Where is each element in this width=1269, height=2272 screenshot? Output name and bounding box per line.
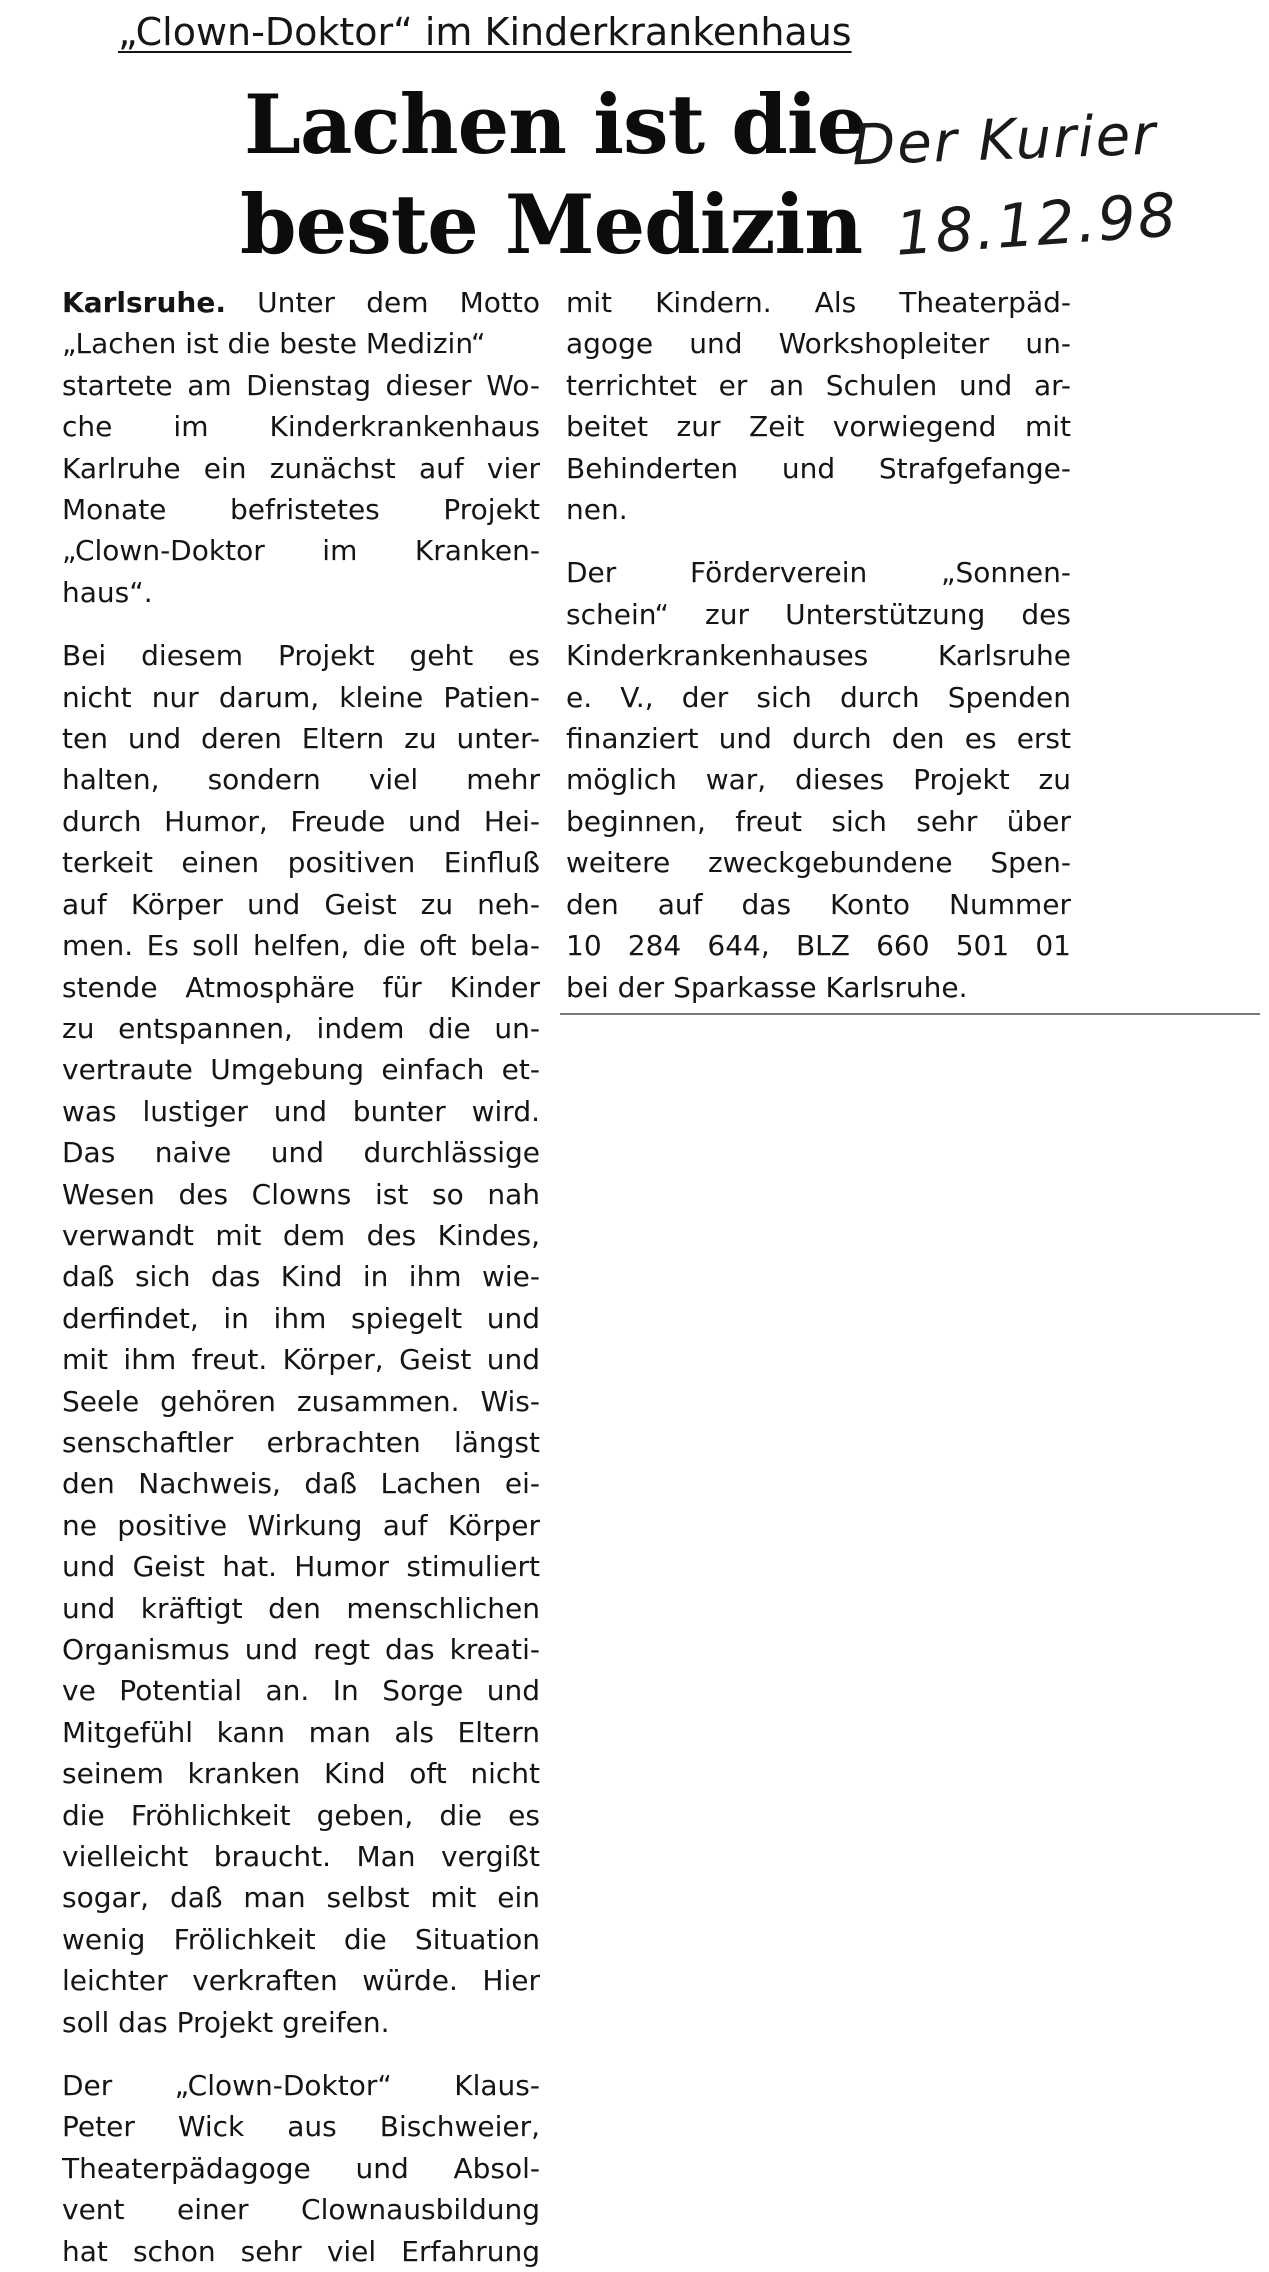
text-line: hat schon sehr viel Erfahrung [62, 2234, 540, 2268]
text-line: ve Potential an. In Sorge und [62, 1674, 540, 1708]
text-line: den Nachweis, daß Lachen ei- [62, 1467, 540, 1501]
right-column [566, 282, 1071, 1008]
kicker-line: „Clown-Doktor“ im Kinderkrankenhaus [118, 10, 852, 54]
paragraph-1 [62, 282, 540, 613]
text-line: Der Förderverein „Sonnen- [566, 556, 1071, 590]
text-line: Behinderten und Strafgefange- [566, 451, 1071, 485]
text-line: auf Körper und Geist zu neh- [62, 887, 540, 921]
text-line: weitere zweckgebundene Spen- [566, 846, 1071, 880]
text-line: „Clown-Doktor im Kranken- [62, 534, 540, 568]
text-line: ne positive Wirkung auf Körper [62, 1508, 540, 1542]
text-line: ten und deren Eltern zu unter- [62, 722, 540, 756]
text-line: derfindet, in ihm spiegelt und [62, 1301, 540, 1335]
text-line: vent einer Clownausbildung [62, 2193, 540, 2227]
paragraph-3 [62, 2065, 540, 2272]
paragraph-5 [566, 552, 1071, 1007]
text-line: Monate befristetes Projekt [62, 493, 540, 527]
text-line: Organismus und regt das kreati- [62, 1633, 540, 1666]
text-line: was lustiger und bunter wird. [62, 1094, 540, 1128]
text-line: men. Es soll helfen, die oft bela- [62, 929, 540, 963]
text-line: Der „Clown-Doktor“ Klaus- [62, 2069, 540, 2103]
text-line: stende Atmosphäre für Kinder [62, 970, 540, 1004]
text-line: und kräftigt den menschlichen [62, 1591, 540, 1625]
text-line: möglich war, dieses Projekt zu [566, 763, 1071, 797]
text-line: 10 284 644, BLZ 660 501 01 [566, 929, 1071, 963]
handwritten-date: 18.12.98 [892, 180, 1181, 270]
text-line: Theaterpädagoge und Absol- [62, 2151, 540, 2185]
text-line: vielleicht braucht. Man vergißt [62, 1840, 540, 1874]
text-line: nicht nur darum, kleine Patien- [62, 680, 540, 714]
text-line: e. V., der sich durch Spenden [566, 680, 1071, 714]
text-line: haus“. [62, 575, 153, 609]
handwritten-newspaper-name: Der Kurier [850, 102, 1159, 179]
text-line: schein“ zur Unterstützung des [566, 597, 1071, 631]
text-line: Mitgefühl kann man als Eltern [62, 1715, 540, 1749]
text-line: seinem kranken Kind oft nicht [62, 1757, 540, 1791]
article-end-rule [560, 1013, 1260, 1015]
headline-line-1: Lachen ist die [244, 78, 868, 173]
text-line: startete am Dienstag dieser Wo- [62, 368, 540, 402]
text-line: agoge und Workshopleiter un- [566, 327, 1071, 361]
text-line: zu entspannen, indem die un- [62, 1011, 540, 1045]
text-line: verwandt mit dem des Kindes, [62, 1218, 540, 1252]
text-line: Das naive und durchlässige [62, 1136, 540, 1170]
text-line: sogar, daß man selbst mit ein [62, 1881, 540, 1915]
text-line: Kinderkrankenhauses Karlsruhe [566, 639, 1071, 673]
text-line: Wesen des Clowns ist so nah [62, 1177, 540, 1211]
text-line: daß sich das Kind in ihm wie- [62, 1260, 540, 1294]
headline-line-2: beste Medizin [240, 178, 863, 273]
text-line: nen. [566, 493, 628, 527]
text-line: und Geist hat. Humor stimuliert [62, 1550, 540, 1584]
text-line: bei der Sparkasse Karlsruhe. [566, 970, 968, 1004]
text-line: halten, sondern viel mehr [62, 763, 540, 797]
paragraph-2 [62, 635, 540, 2043]
paragraph-4 [566, 282, 1071, 530]
text-line: Peter Wick aus Bischweier, [62, 2110, 540, 2144]
text-line: die Fröhlichkeit geben, die es [62, 1798, 540, 1832]
text-line: soll das Projekt greifen. [62, 2005, 390, 2039]
text-line: wenig Frölichkeit die Situation [62, 1922, 540, 1956]
text-line: mit ihm freut. Körper, Geist und [62, 1343, 540, 1377]
text-line: Seele gehören zusammen. Wis- [62, 1384, 540, 1418]
text-line: senschaftler erbrachten längst [62, 1425, 540, 1459]
text-line: leichter verkraften würde. Hier [62, 1964, 540, 1998]
text-line: terkeit einen positiven Einfluß [62, 846, 540, 880]
text-line: beitet zur Zeit vorwiegend mit [566, 410, 1071, 444]
dateline: Karlsruhe. [62, 286, 226, 319]
text-line: finanziert und durch den es erst [566, 722, 1071, 756]
text-line: vertraute Umgebung einfach et- [62, 1053, 540, 1087]
text-line: mit Kindern. Als Theaterpäd- [566, 286, 1071, 319]
text-line: den auf das Konto Nummer [566, 887, 1071, 921]
text-line: che im Kinderkrankenhaus [62, 410, 540, 444]
left-column [62, 282, 540, 2272]
text-line: terrichtet er an Schulen und ar- [566, 368, 1071, 402]
text-line: Karlruhe ein zunächst auf vier [62, 451, 540, 485]
text-line: „Lachen ist die beste Medizin“ [62, 327, 486, 361]
text-line: beginnen, freut sich sehr über [566, 804, 1071, 838]
text-line: Karlsruhe. Unter dem Motto [62, 286, 540, 319]
text-line: durch Humor, Freude und Hei- [62, 804, 540, 838]
text-line: Bei diesem Projekt geht es [62, 639, 540, 673]
